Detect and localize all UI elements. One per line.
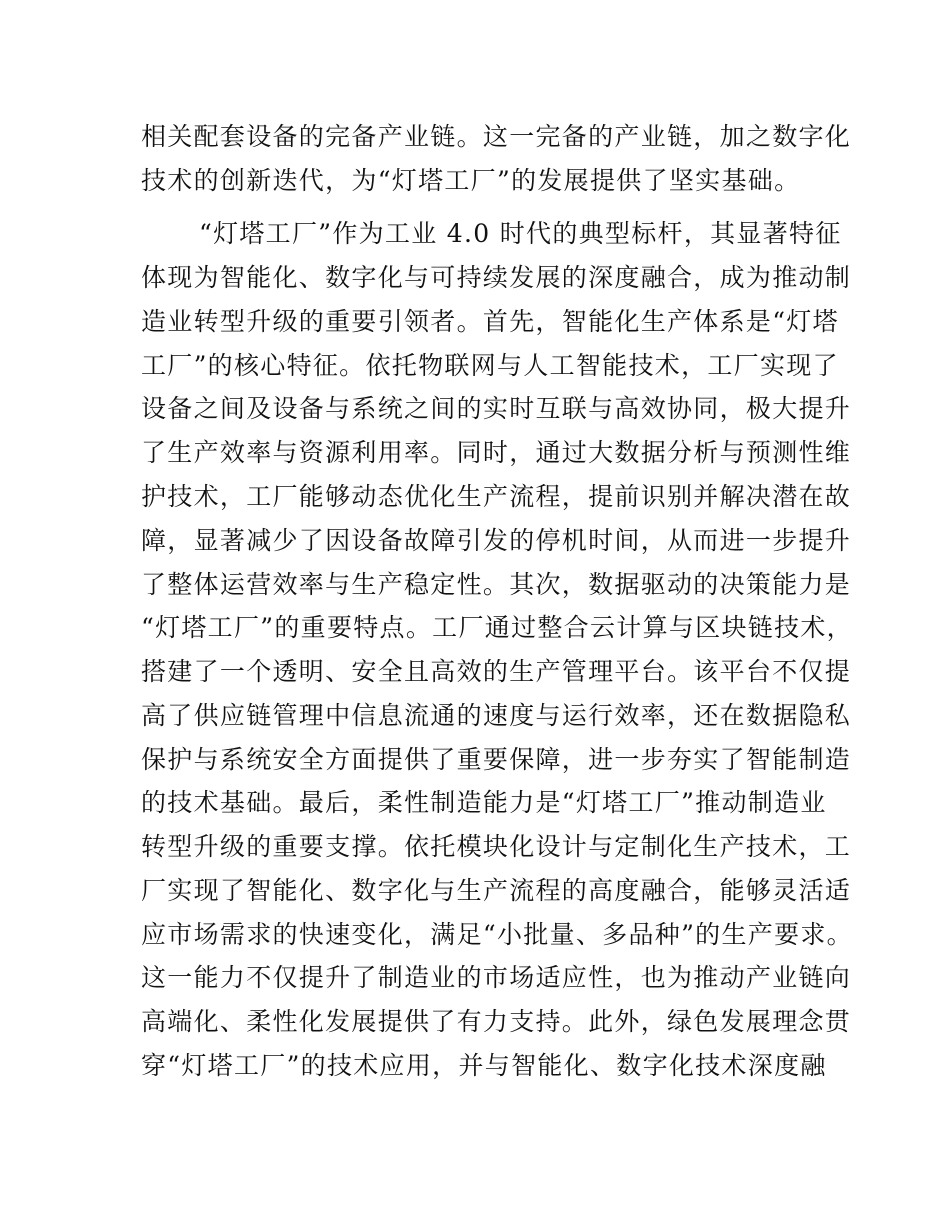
- paragraph-1-line-1: 相关配套设备的完备产业链。这一完备的产业链，加之数字化: [141, 122, 852, 151]
- paragraph-2-line-9: 了整体运营效率与生产稳定性。其次，数据驱动的决策能力是: [141, 570, 852, 599]
- paragraph-2-line-6: 了生产效率与资源利用率。同时，通过大数据分析与预测性维: [141, 438, 852, 467]
- paragraph-2-line-11: 搭建了一个透明、安全且高效的生产管理平台。该平台不仅提: [141, 657, 852, 686]
- paragraph-2-line-2: 体现为智能化、数字化与可持续发展的深度融合，成为推动制: [141, 263, 852, 292]
- paragraph-2-line-20: 穿“灯塔工厂”的技术应用，并与智能化、数字化技术深度融: [141, 1051, 827, 1080]
- paragraph-2-line-4: 工厂”的核心特征。依托物联网与人工智能技术，工厂实现了: [141, 351, 839, 380]
- paragraph-2-line-19: 高端化、柔性化发展提供了有力支持。此外，绿色发展理念贯: [141, 1007, 852, 1036]
- paragraph-2-line-18: 这一能力不仅提升了制造业的市场适应性，也为推动产业链向: [141, 963, 852, 992]
- paragraph-1-line-2: 技术的创新迭代，为“灯塔工厂”的发展提供了坚实基础。: [141, 166, 801, 195]
- paragraph-2-line-3: 造业转型升级的重要引领者。首先，智能化生产体系是“灯塔: [141, 307, 839, 336]
- paragraph-2-line-7: 护技术，工厂能够动态优化生产流程，提前识别并解决潜在故: [141, 482, 852, 511]
- paragraph-2-line-12: 高了供应链管理中信息流通的速度与运行效率，还在数据隐私: [141, 701, 852, 730]
- paragraph-2-line-5: 设备之间及设备与系统之间的实时互联与高效协同，极大提升: [141, 394, 852, 423]
- paragraph-2-line-15: 转型升级的重要支撑。依托模块化设计与定制化生产技术，工: [141, 832, 852, 861]
- paragraph-2-line-16: 厂实现了智能化、数字化与生产流程的高度融合，能够灵活适: [141, 876, 852, 905]
- paragraph-2-line-14: 的技术基础。最后，柔性制造能力是“灯塔工厂”推动制造业: [141, 788, 827, 817]
- paragraph-2-line-1: “灯塔工厂”作为工业 4.0 时代的典型标杆，其显著特征: [199, 219, 842, 248]
- paragraph-2-line-10: “灯塔工厂”的重要特点。工厂通过整合云计算与区块链技术，: [141, 613, 853, 642]
- paragraph-2-line-8: 障，显著减少了因设备故障引发的停机时间，从而进一步提升: [141, 526, 852, 555]
- paragraph-2-line-17: 应市场需求的快速变化，满足“小批量、多品种”的生产要求。: [141, 920, 853, 949]
- paragraph-2-line-13: 保护与系统安全方面提供了重要保障，进一步夯实了智能制造: [141, 745, 852, 774]
